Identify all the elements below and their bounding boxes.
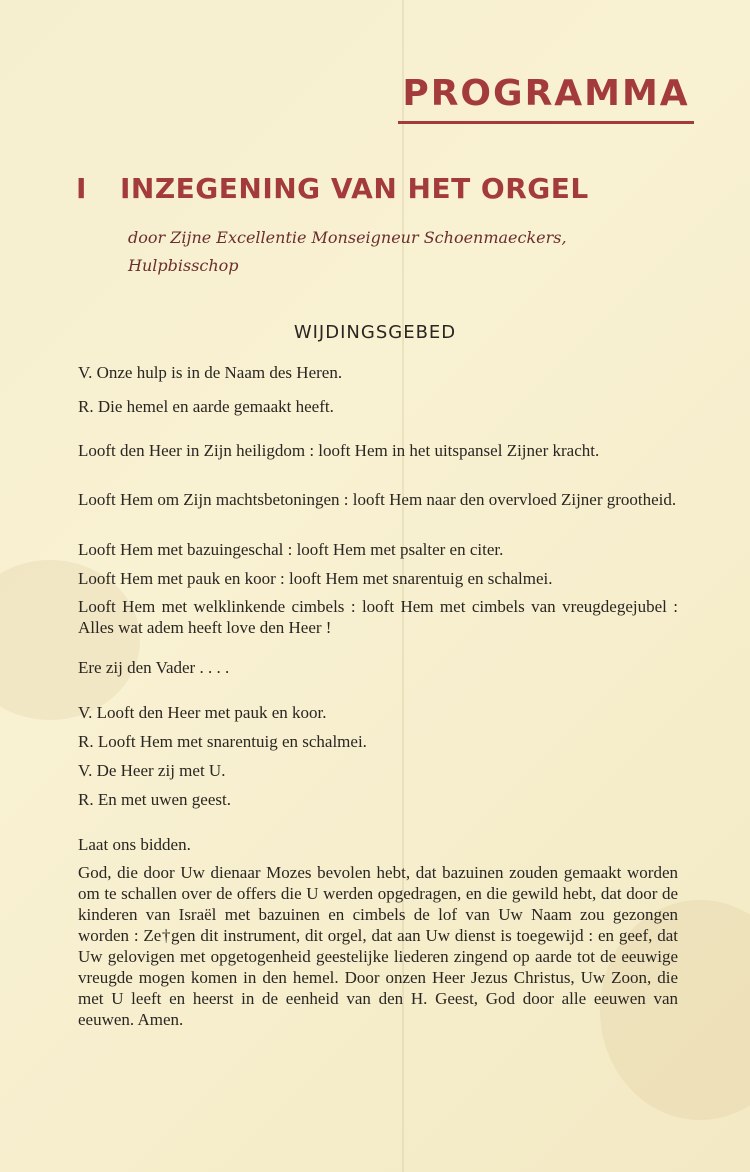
page-title: PROGRAMMA [402, 73, 690, 114]
versicle-line: V. Onze hulp is in de Naam des Heren. [78, 363, 343, 382]
psalm-verse: Looft Hem met bazuingeschal : looft Hem met psalter en citer. [78, 540, 504, 559]
versicle-line: V. Looft den Heer met pauk en koor. [78, 703, 327, 722]
response-line: R. Die hemel en aarde gemaakt heeft. [78, 397, 334, 416]
section-title: INZEGENING VAN HET ORGEL [120, 172, 589, 205]
collect-paragraph: God, die door Uw dienaar Mozes bevolen hebt, dat bazuinen zouden gemaakt worden om te schallen over de offers die U werden opgedragen, en die gewild hebt, dat door de kinderen van Israël met bazuinen en cimbels de lof van Uw Naam zou gezongen worden : Ze†gen dit instrument, dit orgel, dat aan Uw dienst is toegewijd : en geef, dat Uw gelovigen met opgetogenheid geestelijke liederen zingend op aarde tot de eeuwige vreugde mogen komen in den hemel. Door onzen Heer Jezus Christus, Uw Zoon, die met U leeft en heerst in de eenheid van den H. Geest, God door alle eeuwen van eeuwen. Amen. [78, 863, 678, 1029]
prayer-heading: WIJDINGSGEBED [293, 322, 457, 343]
gloria-line: Ere zij den Vader . . . . [78, 658, 230, 677]
response-line: R. En met uwen geest. [78, 790, 231, 809]
versicle-line: V. De Heer zij met U. [78, 761, 226, 780]
title-underline [398, 121, 694, 124]
psalm-verse: Looft Hem met welklinkende cimbels : looft Hem met cimbels van vreugdegejubel : Alles wat adem heeft love den Heer ! [78, 597, 678, 637]
section-number: I [76, 172, 87, 205]
response-line: R. Looft Hem met snarentuig en schalmei. [78, 732, 367, 751]
psalm-verse: Looft Hem met pauk en koor : looft Hem met snarentuig en schalmei. [78, 569, 553, 588]
psalm-verse: Looft den Heer in Zijn heiligdom : looft Hem in het uitspansel Zijner kracht. [78, 441, 600, 460]
officiant-line: door Zijne Excellentie Monseigneur Schoenmaeckers, Hulpbisschop [128, 228, 567, 275]
prayer-invitation: Laat ons bidden. [78, 835, 191, 854]
psalm-verse: Looft Hem om Zijn machtsbetoningen : looft Hem naar den overvloed Zijner grootheid. [78, 490, 677, 509]
